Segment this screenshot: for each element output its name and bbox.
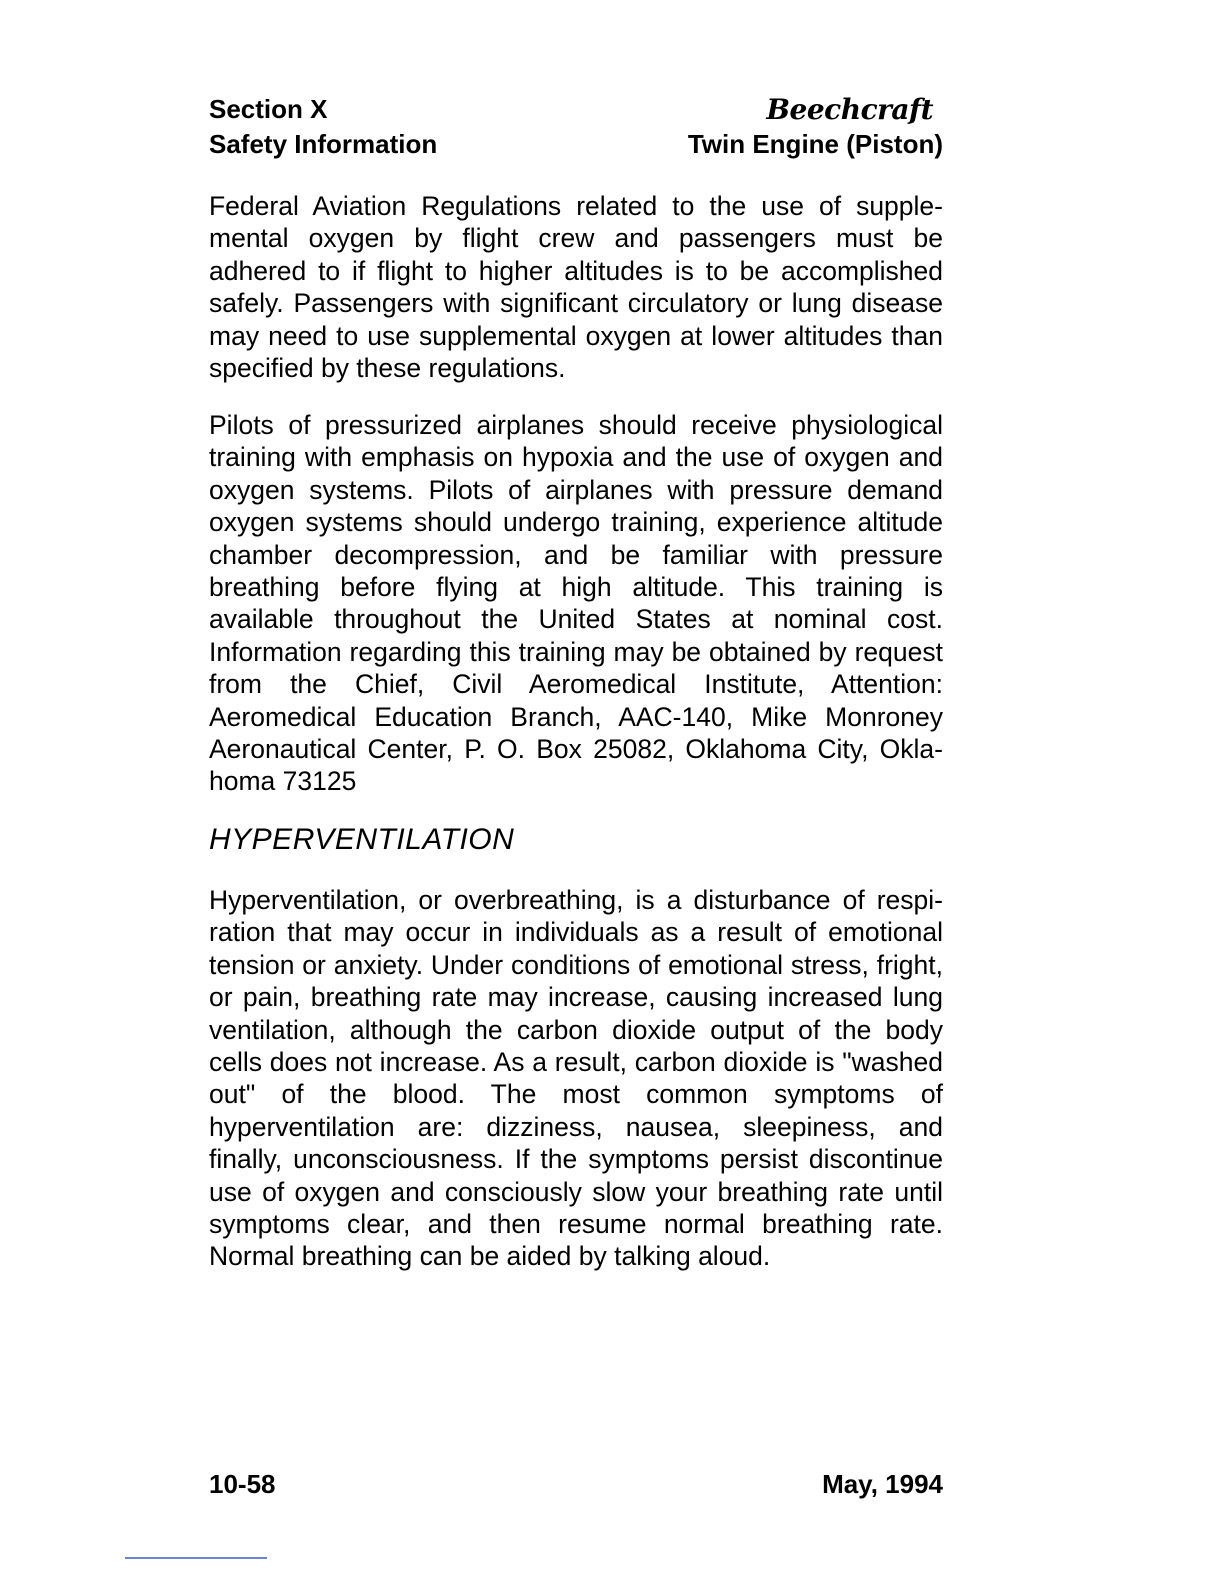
page-number: 10-58	[209, 1469, 276, 1499]
section-title: Safety Information	[209, 129, 438, 159]
section-heading-hyperventilation: HYPERVENTILATION	[209, 823, 515, 856]
scan-edge-line	[125, 1557, 267, 1559]
header-left	[209, 92, 437, 162]
section-number: Section X	[209, 94, 328, 124]
paragraph-hyperventilation: Hyperventilation, or overbreathing, is a disturbance of respiration that may occur in individuals as a result of emotional tension or anxiety. Under conditions of emotional stress, fright, or pain, breathing rate may increase, causing increased lung ventilation, although the carbon dioxide output of the body cells does not increase. As a result, carbon dioxide is "washed out" of the blood. The most common symptoms of hyperventilation are: dizziness, nausea, sleepiness, and finally, unconsciousness. If the symptoms persist discontinue use of oxygen and consciously slow your breathing rate until symptoms clear, and then resume normal breathing rate. Normal breathing can be aided by talking aloud.	[209, 885, 943, 1272]
page-footer	[209, 1466, 943, 1506]
aircraft-model: Twin Engine (Piston)	[687, 129, 943, 159]
revision-date: May, 1994	[822, 1469, 943, 1499]
paragraph-oxygen-regulations: Federal Aviation Regulations related to the use of supplemental oxygen by flight crew and passengers must be adhered to if flight to higher altitudes is to be accomplished safely. Passengers with significant circulatory or lung disease may need to use supplemental oxygen at lower altitudes than specified by these regulations.	[209, 191, 943, 384]
brand-logo: Beechcraft	[766, 93, 933, 126]
paragraph-physiological-training: Pilots of pressurized airplanes should receive physiological training with emphasis on hypoxia and the use of oxygen and oxygen systems. Pilots of airplanes with pressure demand oxygen systems should undergo training, experience altitude chamber decompression, and be familiar with pressure breathing before flying at high altitude. This training is available throughout the United States at nominal cost. Information regarding this training may be obtained by request from the Chief, Civil Aeromedical Institute, Attention: Aeromedical Education Branch, AAC-140, Mike Monroney Aeronautical Center, P. O. Box 25082, Oklahoma City, Oklahoma 73125	[209, 410, 943, 797]
manual-page	[209, 0, 943, 1584]
page-header	[209, 92, 943, 172]
header-right	[688, 92, 943, 162]
